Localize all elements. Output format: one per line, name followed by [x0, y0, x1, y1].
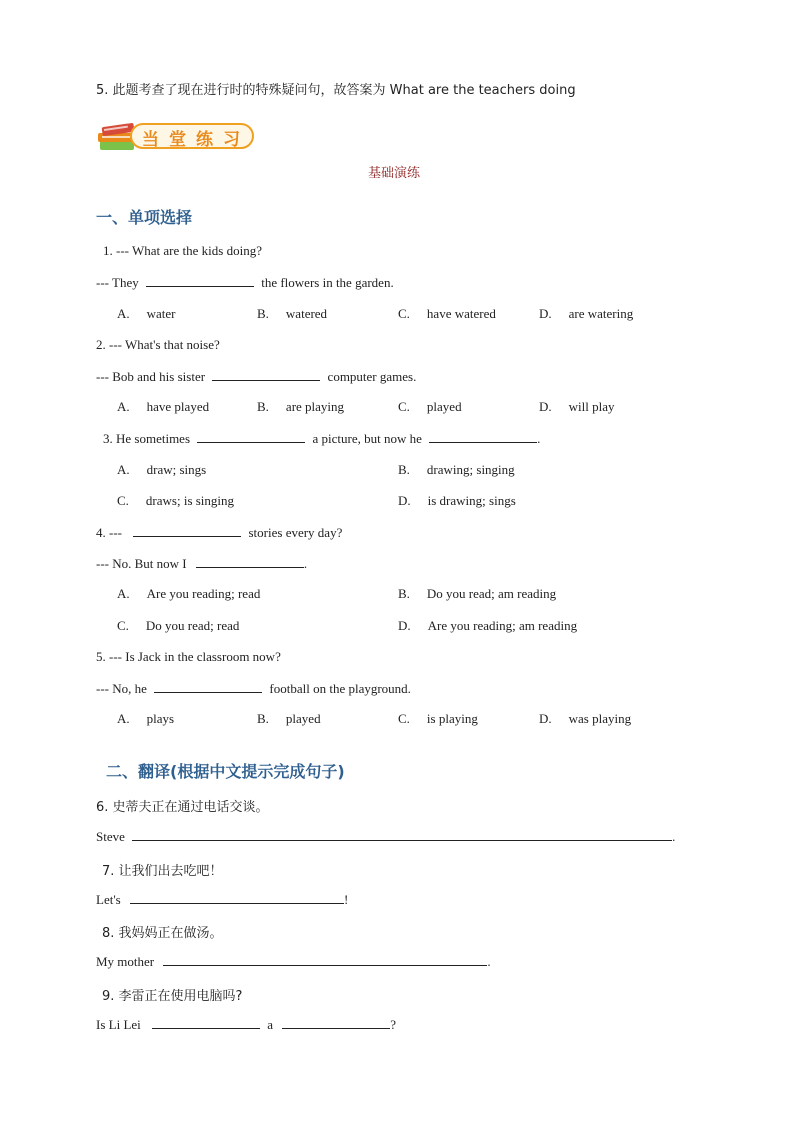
q5-line2-post: football on the playground.	[269, 681, 411, 696]
q6-post: .	[672, 829, 676, 844]
intro-note: 5. 此题考查了现在进行时的特殊疑问句，故答案为 What are the teachers doing	[96, 83, 576, 98]
q4-blank-1[interactable]	[133, 524, 241, 537]
q3-blank-2[interactable]	[429, 430, 537, 443]
q2-line1: 2. --- What's that noise?	[96, 337, 220, 352]
q3-option-a[interactable]: A. draw; sings	[117, 462, 207, 477]
q7-answer-line	[96, 891, 348, 908]
q4-line2-pre: --- No. But now I	[96, 556, 187, 571]
q3-option-b[interactable]: B. drawing; singing	[398, 462, 515, 477]
q3-line1-pre: 3. He sometimes	[103, 431, 191, 446]
q9-answer-line	[96, 1016, 396, 1033]
q5-option-a[interactable]: A. plays	[117, 711, 175, 726]
q8-prompt: 8. 我妈妈正在做汤。	[102, 926, 223, 941]
q7-prompt: 7. 让我们出去吃吧！	[102, 864, 223, 879]
q6-answer-line	[96, 828, 675, 845]
q4-option-c[interactable]: C. Do you read; read	[117, 618, 240, 633]
q3-line1-mid: a picture, but now he	[312, 431, 422, 446]
q4-blank-2[interactable]	[196, 555, 304, 568]
q1-line2	[96, 274, 394, 291]
q1-option-b[interactable]: B. watered	[257, 306, 328, 321]
q4-line2	[96, 555, 307, 572]
q7-post: !	[343, 892, 349, 907]
q6-pre: Steve	[96, 829, 125, 844]
q2-line2	[96, 368, 416, 385]
q5-blank[interactable]	[154, 680, 262, 693]
q5-option-c[interactable]: C. is playing	[398, 711, 478, 726]
q5-line1: 5. --- Is Jack in the classroom now?	[96, 649, 281, 664]
q2-line2-pre: --- Bob and his sister	[96, 369, 206, 384]
q5-line2-pre: --- No, he	[96, 681, 147, 696]
q2-line2-post: computer games.	[327, 369, 417, 384]
q8-pre: My mother	[96, 954, 155, 969]
q7-pre: Let's	[96, 892, 121, 907]
q4-line2-post: .	[303, 556, 308, 571]
q1-line2-post: the flowers in the garden.	[261, 275, 394, 290]
q4-option-b[interactable]: B. Do you read; am reading	[398, 586, 557, 601]
q2-blank[interactable]	[212, 368, 320, 381]
q8-post: .	[487, 954, 491, 969]
q1-line1: 1. --- What are the kids doing?	[103, 243, 262, 258]
q3-blank-1[interactable]	[197, 430, 305, 443]
banner-label: 当堂练习	[142, 130, 250, 150]
q4-line1-pre: 4. ---	[96, 525, 122, 540]
q1-blank[interactable]	[146, 274, 254, 287]
q5-option-b[interactable]: B. played	[257, 711, 321, 726]
q2-option-d[interactable]: D. will play	[539, 399, 615, 414]
q5-option-d[interactable]: D. was playing	[539, 711, 632, 726]
q4-line1	[96, 524, 342, 541]
q4-option-a[interactable]: A. Are you reading; read	[117, 586, 261, 601]
q1-option-c[interactable]: C. have watered	[398, 306, 496, 321]
q1-line2-pre: --- They	[96, 275, 139, 290]
q8-blank[interactable]	[163, 953, 487, 966]
q8-answer-line	[96, 953, 491, 970]
q4-option-d[interactable]: D. Are you reading; am reading	[398, 618, 578, 633]
q1-option-a[interactable]: A. water	[117, 306, 176, 321]
practice-banner	[96, 117, 258, 157]
section1-title: 一、单项选择	[96, 208, 193, 227]
q3-line1	[103, 430, 540, 447]
q5-line2	[96, 680, 411, 697]
q9-blank-2[interactable]	[282, 1016, 390, 1029]
q9-prompt: 9. 李雷正在使用电脑吗?	[102, 989, 243, 1004]
q4-line1-post: stories every day?	[248, 525, 343, 540]
q9-post: ?	[390, 1017, 397, 1032]
q2-option-a[interactable]: A. have played	[117, 399, 210, 414]
q6-prompt: 6. 史蒂夫正在通过电话交谈。	[96, 800, 269, 815]
q9-mid: a	[267, 1017, 274, 1032]
section2-title: 二、翻译(根据中文提示完成句子)	[106, 762, 345, 781]
q1-option-d[interactable]: D. are watering	[539, 306, 634, 321]
q9-blank-1[interactable]	[152, 1016, 260, 1029]
q2-option-c[interactable]: C. played	[398, 399, 462, 414]
q3-line1-post: .	[537, 431, 541, 446]
q7-blank[interactable]	[130, 891, 344, 904]
q3-option-c[interactable]: C. draws; is singing	[117, 493, 235, 508]
subtitle: 基础演练	[368, 166, 421, 181]
q3-option-d[interactable]: D. is drawing; sings	[398, 493, 516, 508]
q6-blank[interactable]	[132, 828, 672, 841]
q9-pre: Is Li Lei	[96, 1017, 141, 1032]
q2-option-b[interactable]: B. are playing	[257, 399, 345, 414]
